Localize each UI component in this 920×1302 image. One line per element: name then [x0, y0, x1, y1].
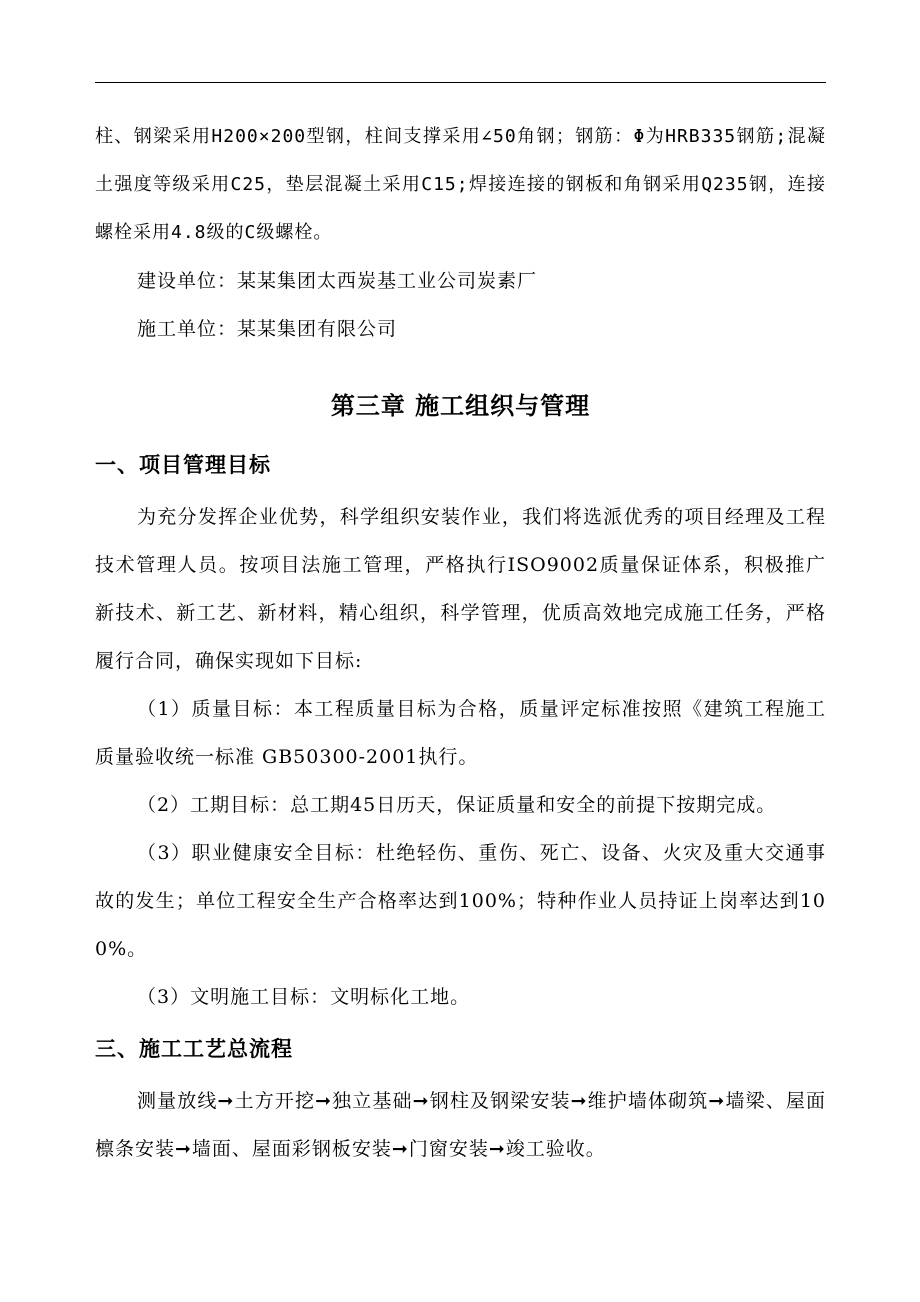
spec-paragraph: 柱、钢梁采用H200×200型钢，柱间支撑采用∠50角钢；钢筋：Φ为HRB335钢筋;混凝土强度等级采用C25，垫层混凝土采用C15;焊接连接的钢板和角钢采用Q235钢，连接螺栓采用4.8级的C级螺栓。 [95, 126, 826, 243]
section-heading-objectives: 一、项目管理目标 [95, 453, 271, 477]
spacer [95, 353, 826, 375]
chapter-title: 第三章 施工组织与管理 [330, 392, 591, 420]
goal-quality: （1）质量目标：本工程质量目标为合格，质量评定标准按照《建筑工程施工质量验收统一标准 GB50300-2001执行。 [95, 698, 826, 768]
goal-civilized: （3）文明施工目标：文明标化工地。 [137, 986, 471, 1008]
section-heading-process: 三、施工工艺总流程 [95, 1037, 293, 1061]
process-flow: 测量放线➞土方开挖➞独立基础➞钢柱及钢梁安装➞维护墙体砌筑➞墙梁、屋面檩条安装➞墙面、屋面彩钢板安装➞门窗安装➞竣工验收。 [95, 1090, 826, 1160]
client-line: 建设单位：某某集团太西炭基工业公司炭素厂 [137, 270, 538, 292]
goal-schedule: （2）工期目标：总工期45日历天，保证质量和安全的前提下按期完成。 [137, 794, 777, 816]
goal-safety: （3）职业健康安全目标：杜绝轻伤、重伤、死亡、设备、火灾及重大交通事故的发生；单位工程安全生产合格率达到100%；特种作业人员持证上岗率达到100%。 [95, 842, 826, 960]
page-content [95, 113, 826, 1173]
contractor-line: 施工单位：某某集团有限公司 [137, 318, 398, 340]
header-rule [95, 82, 826, 83]
objectives-intro: 为充分发挥企业优势，科学组织安装作业，我们将选派优秀的项目经理及工程技术管理人员。按项目法施工管理，严格执行ISO9002质量保证体系，积极推广新技术、新工艺、新材料，精心组织，科学管理，优质高效地完成施工任务，严格履行合同，确保实现如下目标: [95, 506, 826, 672]
